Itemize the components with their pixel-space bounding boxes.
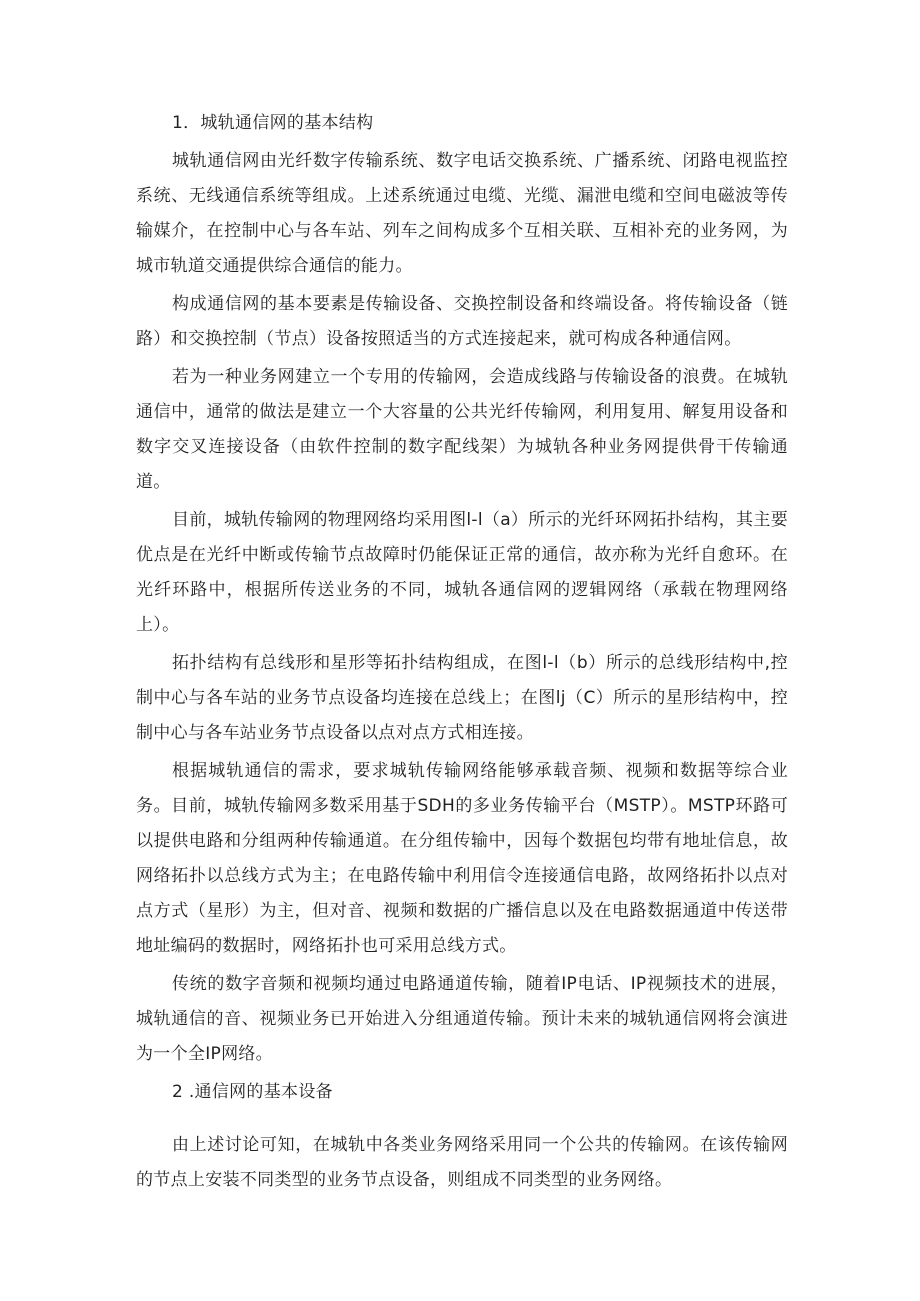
paragraph: 构成通信网的基本要素是传输设备、交换控制设备和终端设备。将传输设备（链路）和交换控制（节点）设备按照适当的方式连接起来，就可构成各种通信网。 [136, 294, 788, 349]
paragraph: 若为一种业务网建立一个专用的传输网，会造成线路与传输设备的浪费。在城轨通信中，通常的做法是建立一个大容量的公共光纤传输网，利用复用、解复用设备和数字交叉连接设备（由软件控制的数字配线架）为城轨各种业务网提供骨干传输通道。 [136, 367, 788, 492]
section-2-heading: 2 .通信网的基本设备 [172, 1082, 333, 1102]
paragraph: 传统的数字音频和视频均通过电路通道传输，随着IP电话、IP视频技术的进展，城轨通信的音、视频业务已开始进入分组通道传输。预计未来的城轨通信网将会演进为一个全IP网络。 [136, 974, 788, 1064]
paragraph: 城轨通信网由光纤数字传输系统、数字电话交换系统、广播系统、闭路电视监控系统、无线通信系统等组成。上述系统通过电缆、光缆、漏泄电缆和空间电磁波等传输媒介，在控制中心与各车站、列车之间构成多个互相关联、互相补充的业务网，为城市轨道交通提供综合通信的能力。 [136, 151, 788, 276]
paragraph: 目前，城轨传输网的物理网络均采用图l-l（a）所示的光纤环网拓扑结构，其主要优点是在光纤中断或传输节点故障时仍能保证正常的通信，故亦称为光纤自愈环。在光纤环路中，根据所传送业务的不同，城轨各通信网的逻辑网络（承载在物理网络上）。 [136, 510, 788, 635]
paragraph: 拓扑结构有总线形和星形等拓扑结构组成，在图l-l（b）所示的总线形结构中,控制中心与各车站的业务节点设备均连接在总线上；在图lj（C）所示的星形结构中，控制中心与各车站业务节点设备以点对点方式相连接。 [136, 653, 788, 743]
paragraph: 根据城轨通信的需求，要求城轨传输网络能够承载音频、视频和数据等综合业务。目前，城轨传输网多数采用基于SDH的多业务传输平台（MSTP）。MSTP环路可以提供电路和分组两种传输通道。在分组传输中，因每个数据包均带有地址信息，故网络拓扑以总线方式为主；在电路传输中利用信令连接通信电路，故网络拓扑以点对点方式（星形）为主，但对音、视频和数据的广播信息以及在电路数据通道中传送带地址编码的数据时，网络拓扑也可采用总线方式。 [136, 761, 788, 956]
document-body [136, 106, 788, 1201]
section-1-heading: 1．城轨通信网的基本结构 [172, 113, 374, 133]
paragraph: 由上述讨论可知，在城轨中各类业务网络采用同一个公共的传输网。在该传输网的节点上安装不同类型的业务节点设备，则组成不同类型的业务网络。 [136, 1135, 788, 1190]
